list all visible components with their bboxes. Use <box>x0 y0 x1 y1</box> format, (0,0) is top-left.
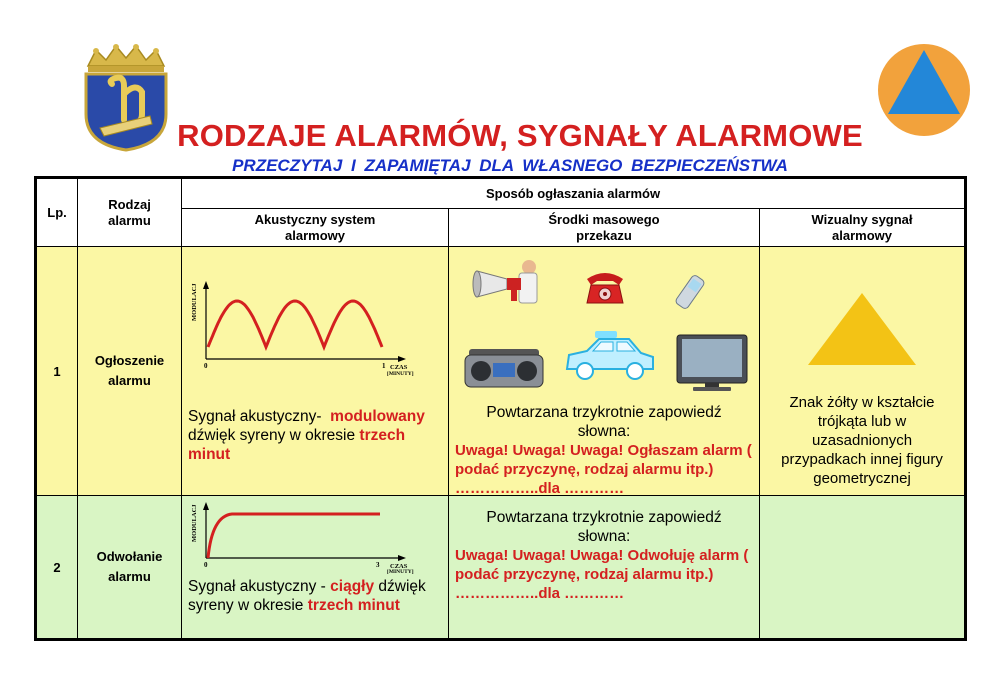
acoustic-description: Sygnał akustyczny - ciągły dźwięk syreny w okresie trzech minut <box>188 578 426 614</box>
header-lp: Lp. <box>37 179 78 247</box>
acoustic-cell <box>182 496 449 639</box>
signal-type: ciągły <box>330 578 375 595</box>
acoustic-cell <box>182 247 449 496</box>
media-cell <box>449 247 760 496</box>
radio-icon <box>463 343 545 391</box>
media-announcement-text: Uwaga! Uwaga! Uwaga! Odwołuję alarm ( podać przyczynę, rodzaj alarmu itp.) ……………..dla ………… <box>455 547 749 602</box>
police-car-icon <box>561 329 657 385</box>
table-row <box>37 247 965 496</box>
visual-cell-empty <box>760 496 965 639</box>
header-announcement-method: Sposób ogłaszania alarmów <box>182 179 965 209</box>
signal-duration: trzech minut <box>188 427 406 463</box>
signal-type: modulowany <box>330 408 425 425</box>
page-title: RODZAJE ALARMÓW, SYGNAŁY ALARMOWE <box>177 118 863 153</box>
axis-x-unit: [MINUTY] <box>387 569 414 575</box>
header-alarm-type: Rodzaj alarmu <box>78 179 182 247</box>
header-acoustic: Akustyczny system alarmowy <box>182 209 449 247</box>
row-number: 1 <box>37 247 78 496</box>
megaphone-icon <box>469 253 539 309</box>
alarm-type: Odwołanie alarmu <box>78 496 182 639</box>
axis-y-label: MODULACJ <box>191 283 198 321</box>
axis-end-label: 3 <box>376 561 380 568</box>
alarm-type: Ogłoszenie alarmu <box>78 247 182 496</box>
axis-end-label: 1 <box>382 362 386 370</box>
media-announcement-text: Uwaga! Uwaga! Uwaga! Ogłaszam alarm ( podać przyczynę, rodzaj alarmu itp.) ……………..dla ………… <box>455 442 752 497</box>
continuous-signal-curve <box>208 514 380 558</box>
page-subtitle: PRZECZYTAJ I ZAPAMIĘTAJ DLA WŁASNEGO BEZPIECZEŃSTWA <box>232 156 788 175</box>
telephone-icon <box>583 267 627 307</box>
table-row <box>37 496 965 639</box>
media-announcement-intro: Powtarzana trzykrotnie zapowiedź słowna: <box>486 404 722 440</box>
axis-zero-label: 0 <box>204 561 208 568</box>
alarm-table <box>36 178 965 639</box>
mobile-phone-icon <box>671 273 711 313</box>
visual-signal-description: Znak żółty w kształcie trójkąta lub w uzasadnionych przypadkach innej figury geometrycznej <box>781 394 943 487</box>
signal-duration: trzech minut <box>307 597 400 614</box>
modulated-signal-curve <box>208 301 382 347</box>
axis-y-label: MODULACJ <box>191 504 198 542</box>
visual-cell <box>760 247 965 496</box>
header-media: Środki masowego przekazu <box>449 209 760 247</box>
media-announcement-intro: Powtarzana trzykrotnie zapowiedź słowna: <box>486 509 722 545</box>
axis-x-unit: [MINUTY] <box>387 371 414 377</box>
yellow-triangle-icon <box>806 291 918 367</box>
header-visual: Wizualny sygnał alarmowy <box>760 209 965 247</box>
continuous-signal-chart <box>186 502 426 568</box>
row-number: 2 <box>37 496 78 639</box>
media-cell <box>449 496 760 639</box>
axis-x-label: CZAS <box>390 364 408 371</box>
television-icon <box>675 333 749 393</box>
acoustic-description: Sygnał akustyczny- modulowany dźwięk syreny w okresie trzech minut <box>188 408 425 463</box>
axis-zero-label: 0 <box>204 362 208 370</box>
modulated-signal-chart <box>186 281 426 371</box>
axis-x-label: CZAS <box>390 563 408 568</box>
